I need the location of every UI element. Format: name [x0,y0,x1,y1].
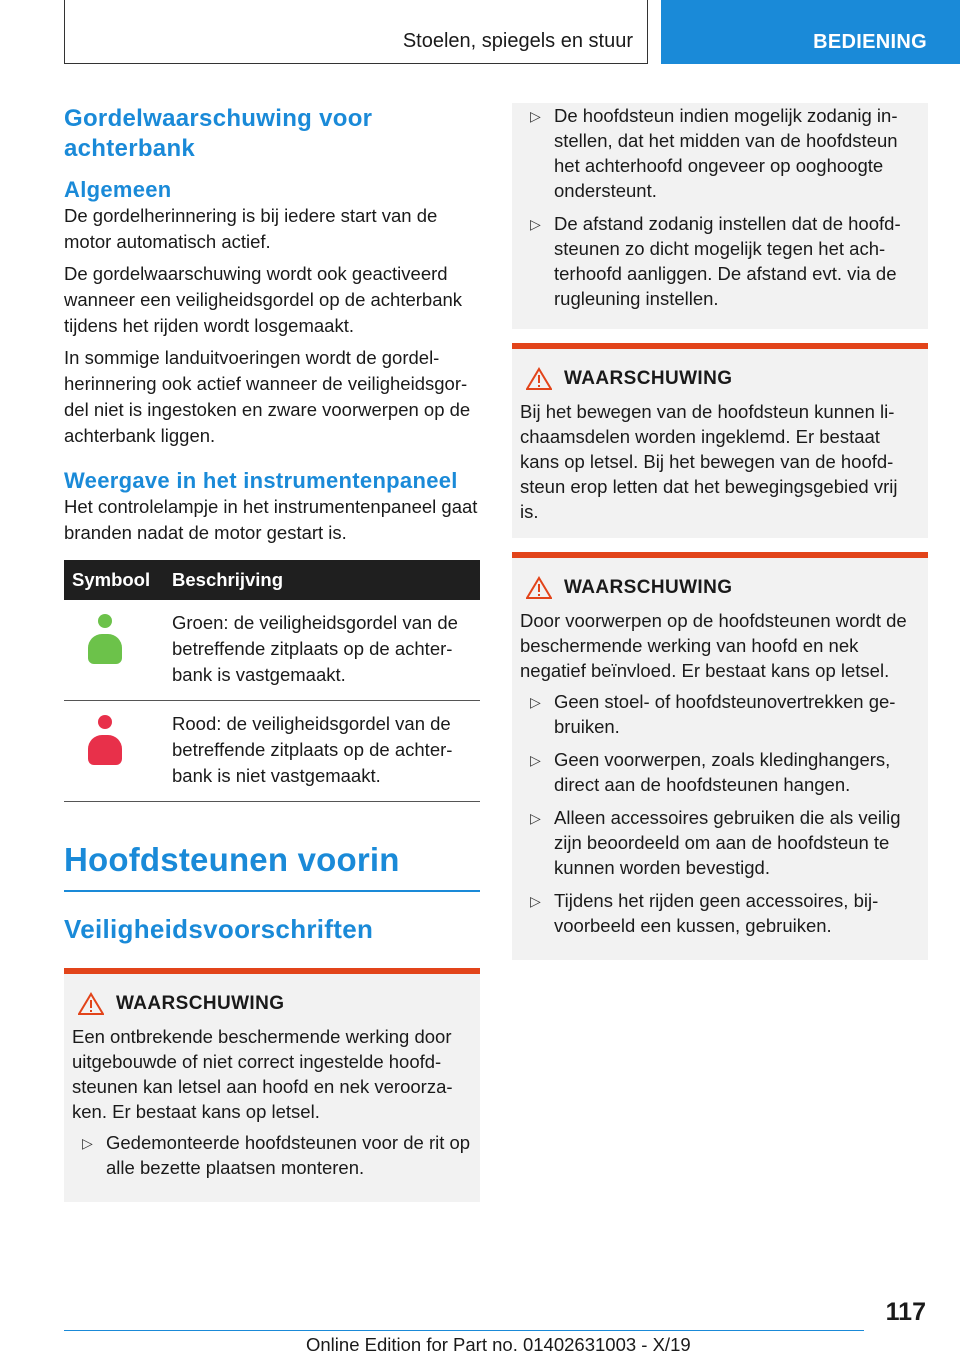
header-chapter-tab [661,0,960,64]
list-item: ▷ Gedemonteerde hoofdsteunen voor de rit op alle bezette plaatsen monteren. [82,1132,471,1178]
triangle-bullet-icon: ▷ [530,752,541,768]
general-heading: Algemeen [64,177,172,202]
list-item: ▷ De hoofdsteun indien mogelijk zodanig in‐stellen, dat het midden van de hoofdsteun het achterhoofd ongeveer op ooghoogte ondersteunt. [530,105,898,201]
list-item: ▷ Tijdens het rijden geen accessoires, bij‐voorbeeld een kussen, gebruiken. [530,890,879,936]
seatbelt-fastened-icon [88,614,122,664]
warning-triangle-icon [526,367,552,391]
table-header-description: Beschrijving [164,560,480,600]
table-header-symbol: Symbool [64,560,164,600]
display-heading: Weergave in het instrumentenpaneel [64,468,458,493]
seatbelt-unfastened-icon [88,715,122,765]
paragraph-1: De gordelherinnering is bij iedere start van de motor automatisch actief. [64,205,438,252]
headrests-heading: Hoofdsteunen voorin [64,840,480,892]
table-cell-red: Rood: de veiligheidsgordel van de betreffende zitplaats op de achter‐bank is niet vastgemaakt. [164,701,480,802]
triangle-bullet-icon: ▷ [530,694,541,710]
triangle-bullet-icon: ▷ [82,1135,93,1151]
header-section-box [64,0,648,64]
triangle-bullet-icon: ▷ [530,216,541,232]
table-cell-green: Groen: de veiligheidsgordel van de betreffende zitplaats op de achter‐bank is vastgemaakt. [164,600,480,701]
left-column [64,100,480,1202]
table-header-row [64,560,480,600]
warning-box-2 [512,343,928,538]
instruction-list-box [512,103,928,329]
list-item: ▷ Geen stoel- of hoofdsteunovertrekken ge‐bruiken. [530,691,896,737]
list-item: ▷ De afstand zodanig instellen dat de hoofd‐steunen zo dicht mogelijk tegen het ach‐terhoofd aanliggen. De afstand evt. via de rugleuning instellen. [530,213,901,309]
seatbelt-warning-heading: Gordelwaarschuwing voor achterbank [64,105,373,162]
footer-edition: Online Edition for Part no. 01402631003 - X/19 [306,1334,691,1355]
warning-title: WAARSCHUWING [564,368,733,389]
warning-text: Een ontbrekende beschermende werking door uitgebouwde of niet correct ingestelde hoofd‐steunen kan letsel aan hoofd en nek veroorza‐ken. Er bestaat kans op letsel. [72,1026,453,1122]
warning-box-1 [64,968,480,1202]
paragraph-2: De gordelwaarschuwing wordt ook geactiveerd wanneer een veiligheidsgordel op de achterbank tijdens het rijden wordt losgemaakt. [64,263,463,336]
paragraph-3: In sommige landuitvoeringen wordt de gordel‐herinnering ook actief wanneer de veiligheidsgor‐del niet is ingestoken en zware voorwerpen op de achterbank liggen. [64,347,471,446]
warning-box-3 [512,552,928,960]
warning-triangle-icon [526,576,552,600]
warning-title: WAARSCHUWING [116,993,285,1014]
list-item: ▷ Alleen accessoires gebruiken die als veilig zijn beoordeeld om aan de hoofdsteun te kunnen worden bevestigd. [530,807,901,878]
warning-text: Bij het bewegen van de hoofdsteun kunnen li‐chaamsdelen worden ingeklemd. Er bestaat kans op letsel. Bij het bewegen van de hoofd‐steun erop letten dat het bewegingsgebied vrij is. [520,401,898,522]
header-section-title: Stoelen, spiegels en stuur [402,30,633,52]
table-row [64,701,480,802]
right-column [512,103,928,960]
paragraph-4: Het controlelampje in het instrumentenpaneel gaat branden nadat de motor gestart is. [64,496,478,543]
warning-title: WAARSCHUWING [564,577,733,598]
safety-heading: Veiligheidsvoorschriften [64,914,374,944]
list-item: ▷ Geen voorwerpen, zoals kledinghangers, direct aan de hoofdsteunen hangen. [530,749,891,795]
table-row [64,600,480,701]
footer-divider [64,1330,864,1331]
page-number: 117 [885,1298,926,1326]
triangle-bullet-icon: ▷ [530,810,541,826]
warning-text: Door voorwerpen op de hoofdsteunen wordt de beschermende werking van hoofd en nek negatief beïnvloed. Er bestaat kans op letsel. [520,610,907,681]
symbol-table [64,560,480,802]
warning-triangle-icon [78,992,104,1016]
triangle-bullet-icon: ▷ [530,108,541,124]
triangle-bullet-icon: ▷ [530,893,541,909]
header-chapter-title: BEDIENING [813,31,927,53]
